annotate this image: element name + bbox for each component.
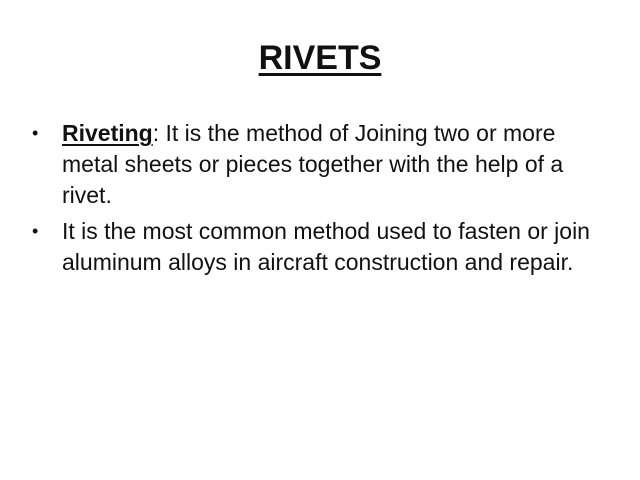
slide-title: RIVETS [258, 39, 382, 77]
bullet-dot-icon: • [32, 123, 39, 143]
bullet-text: It is the most common method used to fasten or join aluminum alloys in aircraft construction and repair. [62, 218, 590, 275]
bullet-term: Riveting [62, 120, 153, 146]
bullet-dot-icon: • [32, 221, 39, 241]
bullet-text: : It is the method of Joining two or more metal sheets or pieces together with the help of a rivet. [62, 120, 564, 208]
bullet-item-riveting-definition [30, 118, 600, 211]
bullet-item-common-method [30, 216, 600, 278]
bullet-list [30, 118, 600, 283]
